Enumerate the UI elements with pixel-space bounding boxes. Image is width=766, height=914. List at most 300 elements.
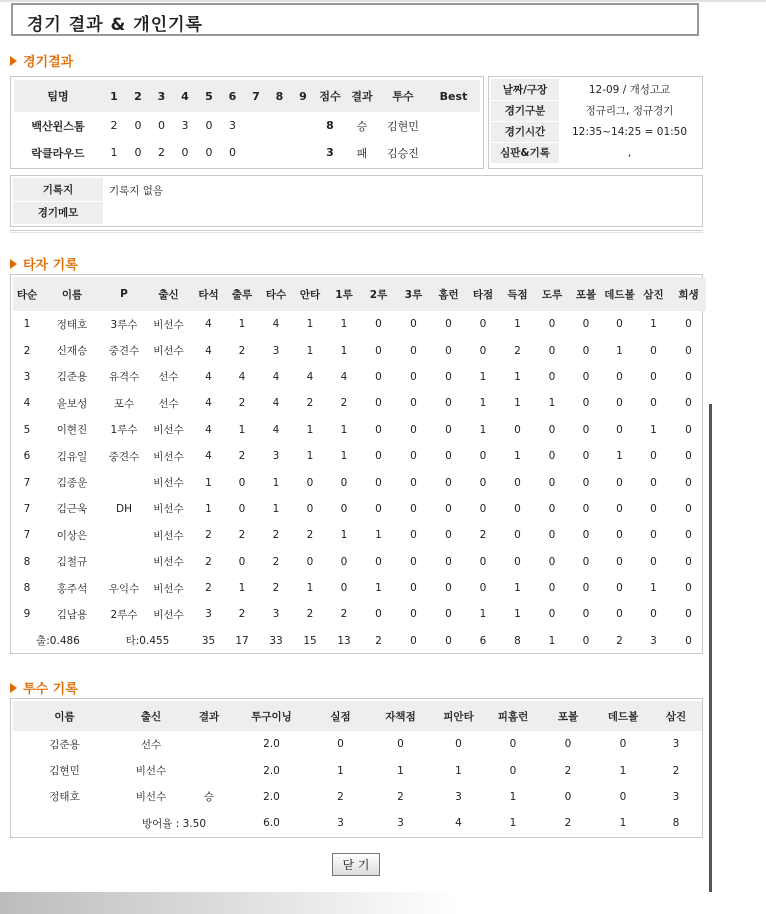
table-cell: 0 (445, 582, 452, 595)
total-cell: 8 (514, 634, 521, 647)
table-cell: 0 (616, 476, 623, 489)
table-cell: 선수 (158, 371, 179, 384)
table-cell: 0 (410, 318, 417, 331)
table-cell: 0 (616, 423, 623, 436)
team-name: 락클라우드 (31, 146, 85, 160)
batter-record-table (13, 277, 706, 654)
table-cell: 2.0 (263, 738, 280, 751)
batter-header-cell: 3루 (396, 277, 431, 311)
scoreboard-header-cell: 2 (126, 80, 150, 112)
scoreboard-cell: 승 (356, 119, 368, 133)
table-cell: 0 (340, 476, 348, 489)
scoreboard-cell (427, 112, 480, 139)
table-row (13, 522, 706, 548)
table-cell: 2 (238, 397, 246, 410)
table-cell: 1 (205, 476, 212, 489)
batter-header-cell: 안타 (293, 277, 327, 311)
table-row (13, 784, 702, 810)
table-cell: 0 (445, 476, 452, 489)
player-name: 정태호 (56, 318, 88, 331)
batter-total-row (13, 628, 706, 654)
table-cell: 0 (479, 450, 487, 463)
section-title-result: 경기결과 (23, 55, 74, 70)
table-cell: 2 (238, 450, 246, 463)
bottom-bar (0, 892, 766, 914)
game-info-value: 정규리그, 정규경기 (585, 105, 674, 117)
section-header-pitcher (10, 678, 78, 697)
player-name: 김준용 (49, 738, 80, 751)
pitcher-header-cell: 피안타 (431, 701, 486, 731)
table-cell: 0 (375, 370, 382, 383)
table-cell: 4 (272, 423, 280, 436)
table-cell: 0 (445, 608, 452, 621)
table-cell: 0 (616, 318, 623, 331)
batter-header-cell: 삼진 (636, 277, 671, 311)
game-info-label: 날짜/구장 (491, 79, 559, 100)
table-cell: 2 (397, 790, 404, 803)
table-cell: 0 (582, 370, 590, 383)
table-cell: 0 (445, 450, 452, 463)
table-cell: 0 (616, 502, 623, 515)
scoreboard-cell (427, 139, 480, 166)
table-cell: 비선수 (153, 318, 184, 331)
table-cell: 1 (479, 423, 487, 436)
table-cell: 0 (582, 318, 590, 331)
total-cell: 13 (337, 634, 351, 647)
table-cell: 0 (564, 790, 572, 803)
on-base-percentage: 출:0.486 (36, 635, 80, 648)
table-cell: 2 (205, 529, 212, 542)
table-cell: 3루수 (110, 318, 138, 331)
player-name: 이현진 (56, 424, 88, 437)
table-cell: 비선수 (153, 477, 184, 490)
table-cell: 1 (306, 318, 314, 331)
table-cell: 1 (238, 318, 246, 331)
memo-label: 경기메모 (13, 201, 103, 224)
section-title-pitcher: 투수 기록 (23, 682, 78, 697)
total-cell: 8 (672, 817, 680, 830)
player-name: 김근욱 (56, 503, 88, 516)
table-cell: 1 (479, 370, 487, 383)
batter-header-cell: 도루 (535, 277, 569, 311)
table-cell: 1 (340, 450, 348, 463)
table-cell: 1 (238, 582, 246, 595)
table-cell: 0 (375, 318, 382, 331)
player-name: 정태호 (49, 791, 80, 804)
table-cell: 0 (479, 344, 487, 357)
table-cell: 3 (672, 738, 680, 751)
scoreboard-table (14, 80, 480, 166)
player-name: 김현민 (49, 765, 80, 778)
scoreboard-cell: 0 (205, 146, 213, 159)
scoreboard-cell (244, 112, 268, 139)
table-cell: 2 (238, 344, 246, 357)
table-cell: 0 (410, 476, 417, 489)
table-cell: 9 (23, 608, 31, 621)
table-cell: 1 (650, 318, 657, 331)
scoreboard-header-cell: 6 (221, 80, 244, 112)
total-cell: 15 (303, 634, 317, 647)
table-cell: 2 (340, 397, 348, 410)
scoreboard-header-cell: Best (427, 80, 480, 112)
table-cell: 1 (514, 608, 521, 621)
total-cell: 6 (479, 634, 487, 647)
table-cell: 1 (509, 790, 517, 803)
batter-header-cell: 데드볼 (603, 277, 636, 311)
divider (10, 230, 703, 233)
table-cell: 우익수 (108, 582, 140, 595)
total-cell: 1 (509, 817, 517, 830)
total-cell: 1 (619, 817, 627, 830)
table-cell: 0 (340, 582, 348, 595)
scoreboard-row (14, 139, 480, 166)
memo-value: 기록지 없음 (109, 185, 164, 197)
scoreboard-cell: 0 (158, 119, 165, 132)
table-cell: 2 (672, 764, 680, 777)
table-cell: 0 (650, 555, 657, 568)
table-cell: 0 (479, 318, 487, 331)
table-cell (186, 731, 232, 757)
pitcher-header-cell: 결과 (186, 701, 232, 731)
total-cell: 2 (564, 817, 572, 830)
table-cell: 선수 (158, 397, 179, 410)
table-row (13, 311, 706, 337)
table-cell: 0 (616, 529, 623, 542)
table-cell: 비선수 (153, 608, 184, 621)
table-cell: 1 (514, 582, 521, 595)
triangle-bullet-icon (10, 259, 17, 269)
table-cell: 0 (340, 502, 348, 515)
table-cell: 7 (23, 502, 31, 515)
table-cell: 0 (410, 608, 417, 621)
table-cell: 선수 (140, 738, 162, 751)
table-cell: 0 (375, 423, 382, 436)
scoreboard-header-cell: 7 (244, 80, 268, 112)
table-cell: 1 (650, 423, 657, 436)
scoreboard-cell (244, 139, 268, 166)
batter-header-cell: 타순 (13, 277, 41, 311)
table-cell: 6 (23, 450, 31, 463)
table-cell: 4 (205, 370, 212, 383)
table-cell: 0 (650, 397, 657, 410)
table-cell: 0 (514, 529, 521, 542)
table-cell: 3 (272, 450, 280, 463)
pitcher-total-row (13, 810, 702, 836)
table-cell: 1 (514, 370, 521, 383)
table-cell: 2 (306, 397, 314, 410)
player-name: 윤보성 (56, 397, 88, 410)
scoreboard-cell: 0 (229, 146, 236, 159)
memo-label: 기록지 (13, 178, 103, 201)
memo-row (13, 178, 700, 201)
pitcher-header-row (13, 701, 702, 731)
total-cell: 1 (548, 634, 556, 647)
table-cell: 0 (445, 502, 452, 515)
table-row (13, 731, 702, 757)
table-cell: 1 (306, 450, 314, 463)
table-cell: 0 (685, 344, 692, 357)
total-cell: 35 (201, 634, 216, 647)
table-cell: 7 (23, 529, 31, 542)
table-cell: 0 (445, 370, 452, 383)
scoreboard-cell: 2 (158, 146, 165, 159)
table-cell: 2 (479, 529, 487, 542)
batter-header-cell: 출신 (145, 277, 192, 311)
player-name: 홍주석 (56, 582, 88, 595)
table-cell: 0 (582, 529, 590, 542)
table-cell: 0 (685, 476, 692, 489)
batter-header-cell: 희생 (671, 277, 706, 311)
section-title-batter: 타자 기록 (23, 258, 78, 273)
table-cell: 2 (337, 790, 344, 803)
table-cell: 5 (23, 423, 31, 436)
table-cell: 0 (582, 344, 590, 357)
table-cell: 7 (23, 476, 31, 489)
table-cell: 0 (616, 582, 623, 595)
table-cell: 4 (205, 423, 212, 436)
table-cell: 4 (205, 397, 212, 410)
game-info-table (491, 79, 700, 164)
table-cell: 0 (582, 555, 590, 568)
total-cell: 0 (685, 634, 692, 647)
game-info-row (491, 79, 700, 100)
scrollbar[interactable] (709, 404, 712, 894)
scoreboard-header-cell: 점수 (315, 80, 345, 112)
table-cell: 1 (616, 450, 623, 463)
table-cell: 0 (445, 529, 452, 542)
page-title: 경기 결과 & 개인기록 (27, 15, 203, 35)
section-header-result (10, 51, 73, 70)
table-cell: 0 (306, 555, 314, 568)
table-cell: 0 (548, 529, 556, 542)
table-cell: 0 (616, 397, 623, 410)
scoreboard-header-cell: 팀명 (14, 80, 102, 112)
table-cell: 1 (479, 397, 487, 410)
table-cell: 0 (548, 555, 556, 568)
game-info-value: , (627, 146, 632, 159)
table-cell: 0 (375, 344, 382, 357)
table-cell: 1 (619, 764, 627, 777)
batter-header-cell: 타점 (466, 277, 500, 311)
triangle-bullet-icon (10, 56, 17, 66)
table-cell: 비선수 (153, 450, 184, 463)
total-cell: 3 (397, 817, 404, 830)
table-cell: 0 (685, 450, 692, 463)
table-cell (103, 549, 145, 575)
scoreboard-header-cell: 3 (150, 80, 173, 112)
table-cell: 0 (616, 370, 623, 383)
table-cell: 8 (23, 582, 31, 595)
pitcher-header-cell: 출신 (116, 701, 186, 731)
table-cell: 0 (337, 738, 344, 751)
batting-average: 타:0.455 (125, 635, 170, 648)
table-cell: DH (116, 502, 132, 515)
table-row (13, 496, 706, 522)
batter-header-cell: 이름 (41, 277, 103, 311)
table-cell: 1 (514, 450, 521, 463)
pitcher-header-cell: 자책점 (370, 701, 431, 731)
table-cell: 0 (514, 555, 521, 568)
total-cell: 33 (269, 634, 283, 647)
game-info-label: 경기구분 (491, 100, 559, 121)
scoreboard-cell: 8 (326, 119, 334, 132)
scoreboard-row (14, 112, 480, 139)
total-cell: 3 (337, 817, 344, 830)
table-row (13, 575, 706, 601)
table-cell: 0 (582, 397, 590, 410)
table-cell: 2루수 (110, 608, 138, 621)
table-cell: 4 (238, 370, 246, 383)
table-cell: 중견수 (108, 450, 140, 463)
game-info-row (491, 121, 700, 142)
table-cell: 0 (619, 790, 627, 803)
table-cell: 3 (455, 790, 462, 803)
batter-header-cell: P (103, 277, 145, 311)
scoreboard-header-cell: 투수 (379, 80, 427, 112)
scoreboard-cell: 0 (181, 146, 189, 159)
table-cell: 0 (410, 502, 417, 515)
table-row (13, 601, 706, 627)
table-cell: 1 (375, 582, 382, 595)
table-cell: 2 (238, 529, 246, 542)
table-cell: 0 (455, 738, 462, 751)
scoreboard-cell (291, 112, 315, 139)
table-cell: 1 (238, 423, 246, 436)
table-cell: 0 (650, 370, 657, 383)
table-cell: 2 (23, 344, 31, 357)
scoreboard-cell: 1 (110, 146, 118, 159)
table-cell: 유격수 (108, 371, 140, 384)
table-row (13, 364, 706, 390)
table-cell: 0 (445, 318, 452, 331)
table-cell: 0 (548, 476, 556, 489)
batter-header-cell: 1루 (327, 277, 361, 311)
table-cell: 0 (479, 476, 487, 489)
scoreboard-cell: 0 (134, 119, 142, 132)
scoreboard-header-cell: 5 (197, 80, 221, 112)
player-name: 김철규 (56, 556, 88, 569)
table-cell: 1 (397, 764, 404, 777)
table-cell: 2 (272, 555, 280, 568)
table-cell: 0 (685, 529, 692, 542)
pitcher-header-cell: 투구이닝 (232, 701, 311, 731)
table-cell: 1 (340, 344, 348, 357)
table-cell: 0 (685, 555, 692, 568)
batter-header-cell: 타석 (192, 277, 225, 311)
page-top-line (0, 0, 766, 2)
table-row (13, 757, 702, 783)
game-info-label: 경기시간 (491, 121, 559, 142)
table-row (13, 549, 706, 575)
table-cell: 0 (582, 423, 590, 436)
team-name: 백산윈스톰 (31, 119, 85, 133)
table-cell (103, 469, 145, 495)
memo-table (13, 178, 700, 225)
table-cell: 3 (272, 608, 280, 621)
close-button[interactable]: 닫 기 (332, 853, 380, 876)
scoreboard-cell: 3 (326, 146, 334, 159)
table-row (13, 337, 706, 363)
table-cell: 0 (650, 502, 657, 515)
table-cell: 1 (205, 502, 212, 515)
table-cell: 비선수 (153, 345, 184, 358)
pitcher-header-cell: 포볼 (540, 701, 596, 731)
scoreboard-header-cell: 결과 (345, 80, 379, 112)
table-cell: 1 (306, 582, 314, 595)
table-cell: 0 (410, 582, 417, 595)
scoreboard-header-cell: 1 (102, 80, 126, 112)
table-row (13, 469, 706, 495)
table-cell: 1 (479, 608, 487, 621)
total-cell: 3 (650, 634, 657, 647)
table-cell: 0 (650, 450, 657, 463)
player-name: 이상은 (56, 529, 88, 542)
batter-header-row (13, 277, 706, 311)
batter-header-cell: 홈런 (431, 277, 466, 311)
table-cell (186, 757, 232, 783)
table-cell: 1 (306, 423, 314, 436)
table-cell: 0 (548, 318, 556, 331)
scoreboard-cell (268, 112, 291, 139)
table-cell: 0 (410, 555, 417, 568)
pitcher-header-cell: 데드볼 (596, 701, 650, 731)
table-row (13, 390, 706, 416)
table-cell: 승 (203, 791, 215, 804)
table-cell: 0 (582, 476, 590, 489)
scoreboard-cell: 김현민 (387, 119, 419, 133)
pitcher-header-cell: 이름 (13, 701, 116, 731)
table-cell: 비선수 (153, 424, 184, 437)
scoreboard-cell: 0 (134, 146, 142, 159)
table-cell: 중견수 (108, 345, 140, 358)
table-cell: 0 (582, 608, 590, 621)
table-cell: 0 (375, 476, 382, 489)
table-row (13, 417, 706, 443)
table-cell: 0 (445, 397, 452, 410)
table-cell: 0 (479, 502, 487, 515)
table-cell: 비선수 (153, 582, 184, 595)
scoreboard-cell: 2 (110, 119, 118, 132)
table-cell: 0 (548, 502, 556, 515)
table-cell: 8 (23, 555, 31, 568)
table-cell: 2 (272, 529, 280, 542)
table-cell: 4 (205, 450, 212, 463)
table-cell: 0 (410, 397, 417, 410)
table-row (13, 443, 706, 469)
table-cell: 0 (616, 608, 623, 621)
table-cell: 0 (685, 582, 692, 595)
table-cell: 1 (340, 318, 348, 331)
game-info-value: 12:35~14:25 = 01:50 (571, 125, 688, 138)
scoreboard-header-row (14, 80, 480, 112)
table-cell: 1 (514, 397, 521, 410)
table-cell: 0 (514, 476, 521, 489)
table-cell: 0 (548, 344, 556, 357)
table-cell: 0 (514, 423, 521, 436)
total-cell: 0 (410, 634, 417, 647)
game-info-row (491, 142, 700, 163)
table-cell: 2.0 (263, 764, 280, 777)
table-cell: 1 (337, 764, 344, 777)
table-cell: 0 (375, 397, 382, 410)
table-cell: 2 (272, 582, 280, 595)
table-cell: 1 (514, 318, 521, 331)
table-cell: 0 (397, 738, 404, 751)
table-cell: 포수 (113, 397, 135, 410)
table-cell: 비선수 (153, 556, 184, 569)
scoreboard-header-cell: 4 (173, 80, 197, 112)
scoreboard-cell: 3 (181, 119, 189, 132)
